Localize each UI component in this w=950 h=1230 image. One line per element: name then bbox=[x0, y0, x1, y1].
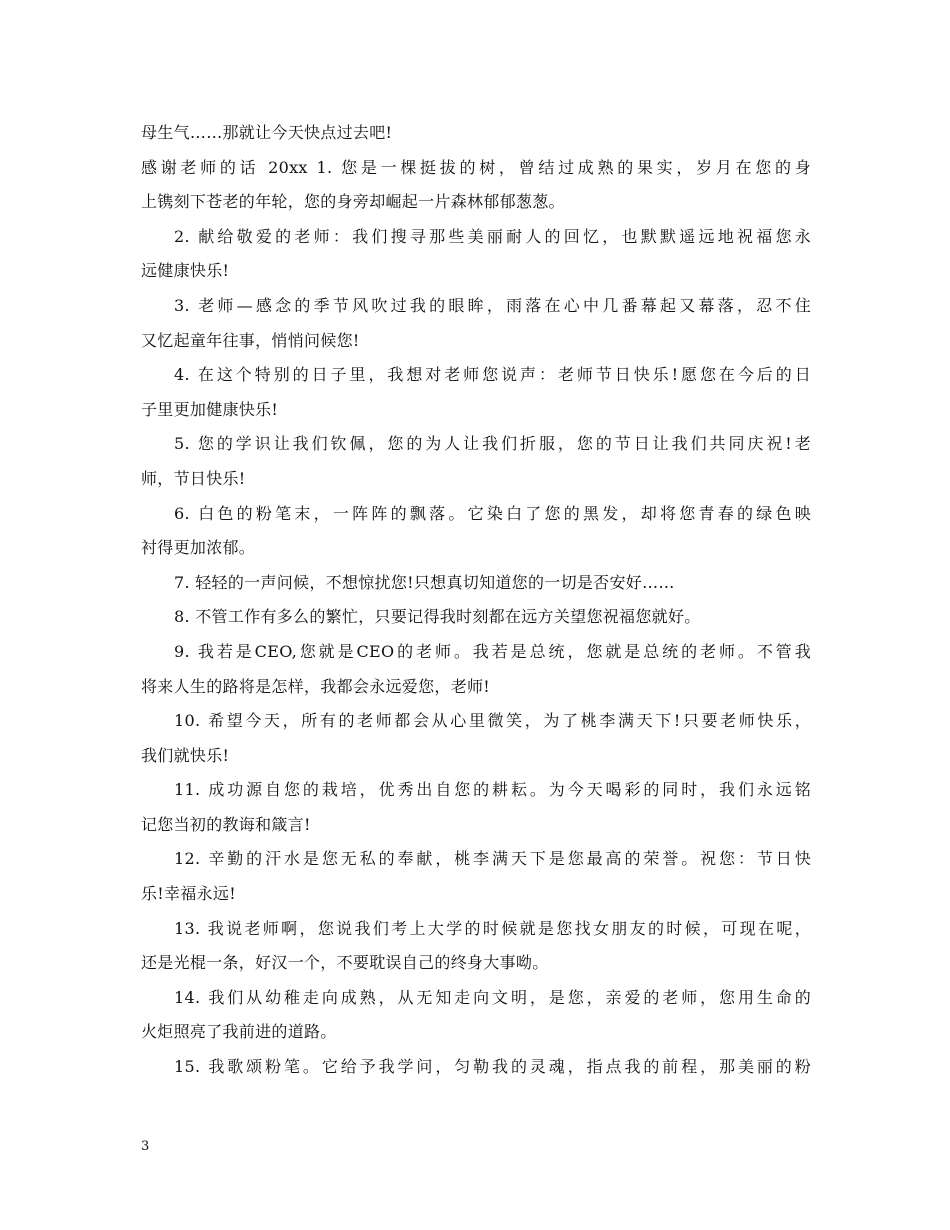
text-line: 感谢老师的话 20xx 1. 您是一棵挺拔的树，曾结过成熟的果实，岁月在您的身 bbox=[141, 157, 811, 177]
text-line: 3. 老师—感念的季节风吹过我的眼眸，雨落在心中几番幕起又幕落，忍不住 bbox=[174, 295, 811, 315]
text-line: 11. 成功源自您的栽培，优秀出自您的耕耘。为今天喝彩的同时，我们永远铭 bbox=[174, 780, 811, 800]
page-number: 3 bbox=[141, 1139, 150, 1154]
text-line: 12. 辛勤的汗水是您无私的奉献，桃李满天下是您最高的荣誉。祝您：节日快 bbox=[174, 849, 811, 869]
text-line: 5. 您的学识让我们钦佩，您的为人让我们折服，您的节日让我们共同庆祝!老 bbox=[174, 434, 811, 454]
text-line: 6. 白色的粉笔末，一阵阵的飘落。它染白了您的黑发，却将您青春的绿色映 bbox=[174, 503, 811, 523]
text-line: 4. 在这个特别的日子里，我想对老师您说声：老师节日快乐!愿您在今后的日 bbox=[174, 365, 811, 385]
text-line: 8. 不管工作有多么的繁忙，只要记得我时刻都在远方关望您祝福您就好。 bbox=[174, 607, 701, 627]
text-line: 我们就快乐! bbox=[141, 745, 230, 765]
text-line: 记您当初的教诲和箴言! bbox=[141, 814, 311, 834]
document-body bbox=[141, 116, 811, 1085]
text-line: 衬得更加浓郁。 bbox=[141, 538, 256, 558]
text-line: 10. 希望今天，所有的老师都会从心里微笑，为了桃李满天下!只要老师快乐， bbox=[174, 711, 811, 731]
text-line: 15. 我歌颂粉笔。它给予我学问，匀勒我的灵魂，指点我的前程，那美丽的粉 bbox=[174, 1057, 811, 1077]
text-line: 远健康快乐! bbox=[141, 261, 230, 281]
text-line: 子里更加健康快乐! bbox=[141, 399, 279, 419]
text-line: 还是光棍一条，好汉一个，不要耽误自己的终身大事呦。 bbox=[141, 953, 549, 973]
text-line: 乐!幸福永远! bbox=[141, 884, 236, 904]
text-line: 母生气……那就让今天快点过去吧! bbox=[141, 123, 393, 142]
text-line: 又忆起童年往事，悄悄问候您! bbox=[141, 330, 360, 350]
text-line: 上镌刻下苍老的年轮，您的身旁却崛起一片森林郁郁葱葱。 bbox=[141, 192, 565, 212]
text-line: 14. 我们从幼稚走向成熟，从无知走向文明，是您，亲爱的老师，您用生命的 bbox=[174, 987, 811, 1007]
text-line: 9. 我若是CEO,您就是CEO的老师。我若是总统，您就是总统的老师。不管我 bbox=[174, 641, 811, 661]
text-line: 7. 轻轻的一声问候，不想惊扰您!只想真切知道您的一切是否安好…… bbox=[174, 572, 675, 592]
text-line: 师，节日快乐! bbox=[141, 468, 246, 488]
text-line: 2. 献给敬爱的老师：我们搜寻那些美丽耐人的回忆，也默默遥远地祝福您永 bbox=[174, 226, 811, 246]
text-line: 火炬照亮了我前进的道路。 bbox=[141, 1022, 337, 1042]
text-line: 将来人生的路将是怎样，我都会永远爱您，老师! bbox=[141, 676, 491, 696]
text-line: 13. 我说老师啊，您说我们考上大学的时候就是您找女朋友的时候，可现在呢， bbox=[174, 918, 811, 938]
